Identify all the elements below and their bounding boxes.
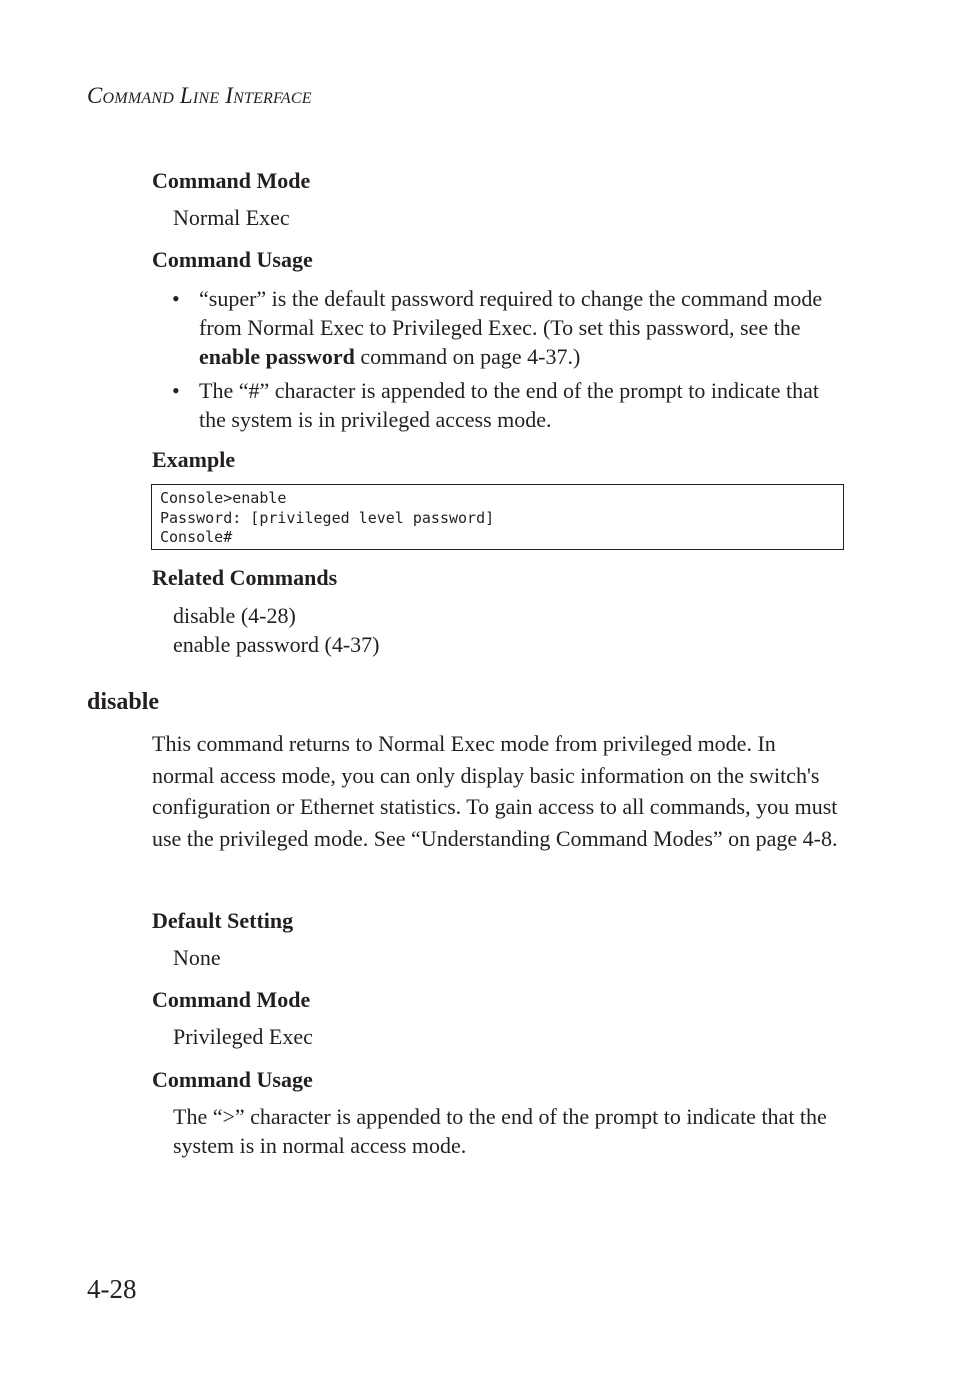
code-line: Console# [160,528,233,546]
code-line: Console>enable [160,489,287,507]
enable-usage-list [170,284,840,439]
running-head-word-2: LINE [179,83,220,108]
enable-command-usage-heading: Command Usage [152,247,313,272]
running-head-word-3: INTERFACE [225,83,312,108]
example-heading: Example [152,447,236,472]
running-head-word-1: COMMAND [87,83,174,108]
example-code-block [151,484,844,550]
usage-bullet: • The “#” character is appended to the end of the prompt to indicate that the system is in privileged access mode. [172,378,820,432]
bullet-icon: • [172,286,180,311]
enable-command-mode-heading: Command Mode [152,168,311,193]
disable-command-mode-heading: Command Mode [152,987,311,1012]
running-head [87,83,312,109]
enable-password-ref: enable password [199,344,355,369]
default-setting-heading: Default Setting [152,908,294,933]
enable-command-mode-value: Normal Exec [173,205,290,230]
related-command-item: disable (4-28) [173,603,296,628]
code-line: Password: [privileged level password] [160,508,495,527]
related-command-item: enable password (4-37) [173,632,380,657]
usage-bullet: • “super” is the default password required to change the command mode from Normal Exec to Privileged Exec. (To set this password, see the enable password command on page 4-37.) [172,286,823,369]
disable-section-title: disable [87,689,160,715]
disable-command-usage-heading: Command Usage [152,1067,313,1092]
related-commands-heading: Related Commands [152,565,338,590]
related-commands-list [173,601,380,659]
disable-command-usage-text: The “>” character is appended to the end of the prompt to indicate that the system is in normal access mode. [173,1104,827,1158]
disable-description: This command returns to Normal Exec mode from privileged mode. In normal access mode, you can only display basic information on the switch's configuration or Ethernet statistics. To gain access to all commands, you must use the privileged mode. See “Understanding Command Modes” on page 4-8. [152,731,838,851]
bullet-icon: • [172,378,180,403]
page-number: 4-28 [87,1274,137,1304]
default-setting-value: None [173,945,221,970]
disable-command-mode-value: Privileged Exec [173,1024,313,1049]
